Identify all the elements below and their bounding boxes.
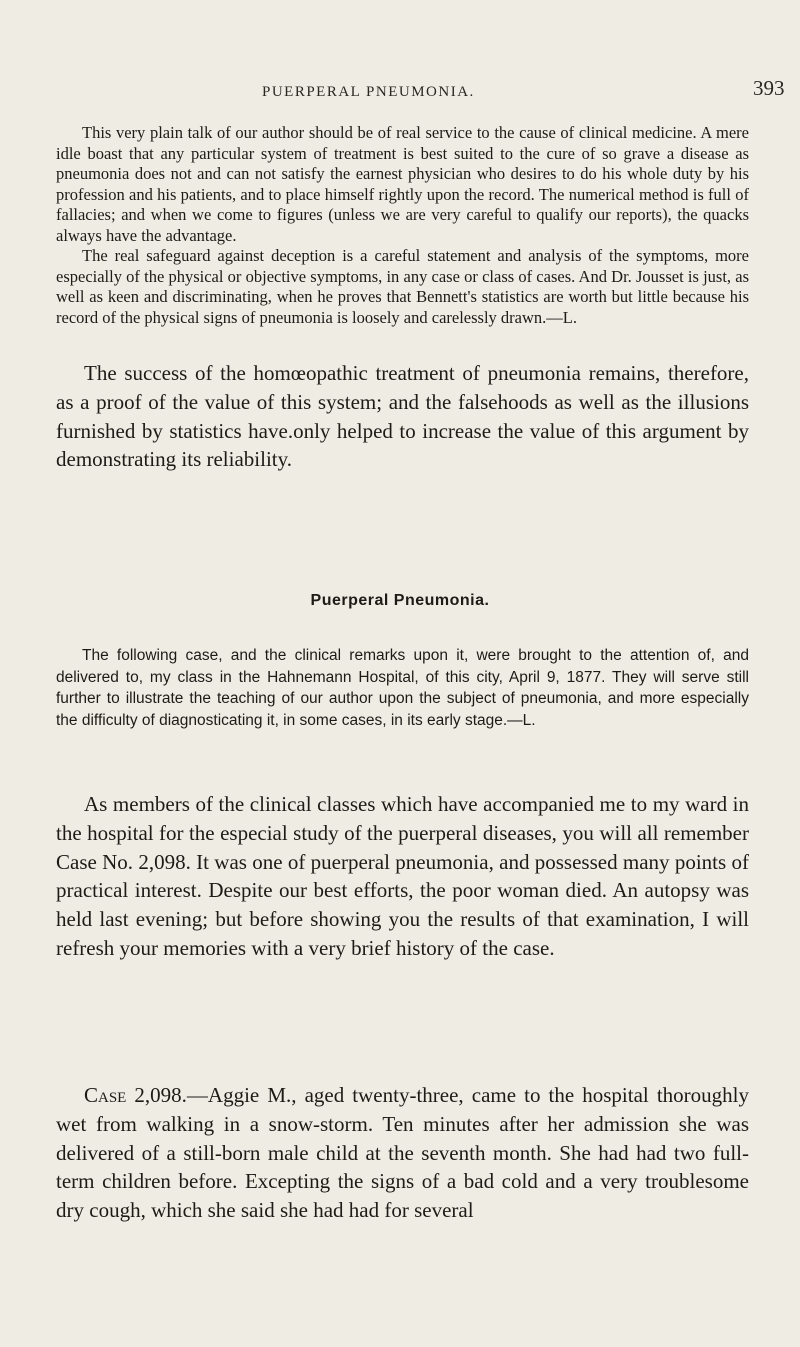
section-heading: Puerperal Pneumonia. (310, 592, 490, 609)
quoted-commentary (56, 123, 749, 328)
case-label: Case (84, 1083, 127, 1107)
paragraph-case (56, 1081, 749, 1225)
editor-note: The following case, and the clinical remarks upon it, were brought to the attention of, and delivered to, my class in the Hahnemann Hospital, of this city, April 9, 1877. They will serve still further to illustrate the teaching of our author upon the subject of pneumonia, and more especially the difficulty of diagnosticating it, in some cases, in its early stage.—L. (56, 647, 749, 729)
case-text: 2,098.—Aggie M., aged twenty-three, came to the hospital thoroughly wet from walking in a snow-storm. Ten minutes after her admission she was delivered of a still-born male child at the seventh month. She had had two full-term children before. Excepting the signs of a bad cold and a very troublesome dry cough, which she said she had had for several (56, 1083, 749, 1223)
paragraph-success: The success of the homœopathic treatment of pneumonia remains, therefore, as a proof of the value of this system; and the falsehoods as well as the illusions furnished by statistics have.only helped to increase the value of this argument by demonstrating its reliability. (56, 361, 749, 472)
quote-paragraph-1: This very plain talk of our author should be of real service to the cause of clinical medicine. A mere idle boast that any particular system of treatment is best suited to the cure of so grave a disease as pneumonia does not and can not satisfy the earnest physician who desires to do his whole duty by his profession and his patients, and to place himself rightly upon the record. The numerical method is full of fallacies; and when we come to figures (unless we are very careful to qualify our reports), the quacks always have the advantage. (56, 123, 749, 245)
running-head: PUERPERAL PNEUMONIA. (262, 84, 475, 100)
quote-paragraph-2: The real safeguard against deception is a careful statement and analysis of the symptoms, more especially of the physical or objective symptoms, in any case or class of cases. And Dr. Jousset is just, as well as keen and discriminating, when he proves that Bennett's statistics are worth but little because his record of the physical signs of pneumonia is loosely and carelessly drawn.—L. (56, 246, 749, 327)
page-number: 393 (753, 76, 785, 100)
paragraph-members: As members of the clinical classes which have accompanied me to my ward in the hospital for the especial study of the puerperal diseases, you will all remember Case No. 2,098. It was one of puerperal pneumonia, and possessed many points of practical interest. Despite our best efforts, the poor woman died. An autopsy was held last evening; but before showing you the results of that examination, I will refresh your memories with a very brief history of the case. (56, 792, 749, 960)
